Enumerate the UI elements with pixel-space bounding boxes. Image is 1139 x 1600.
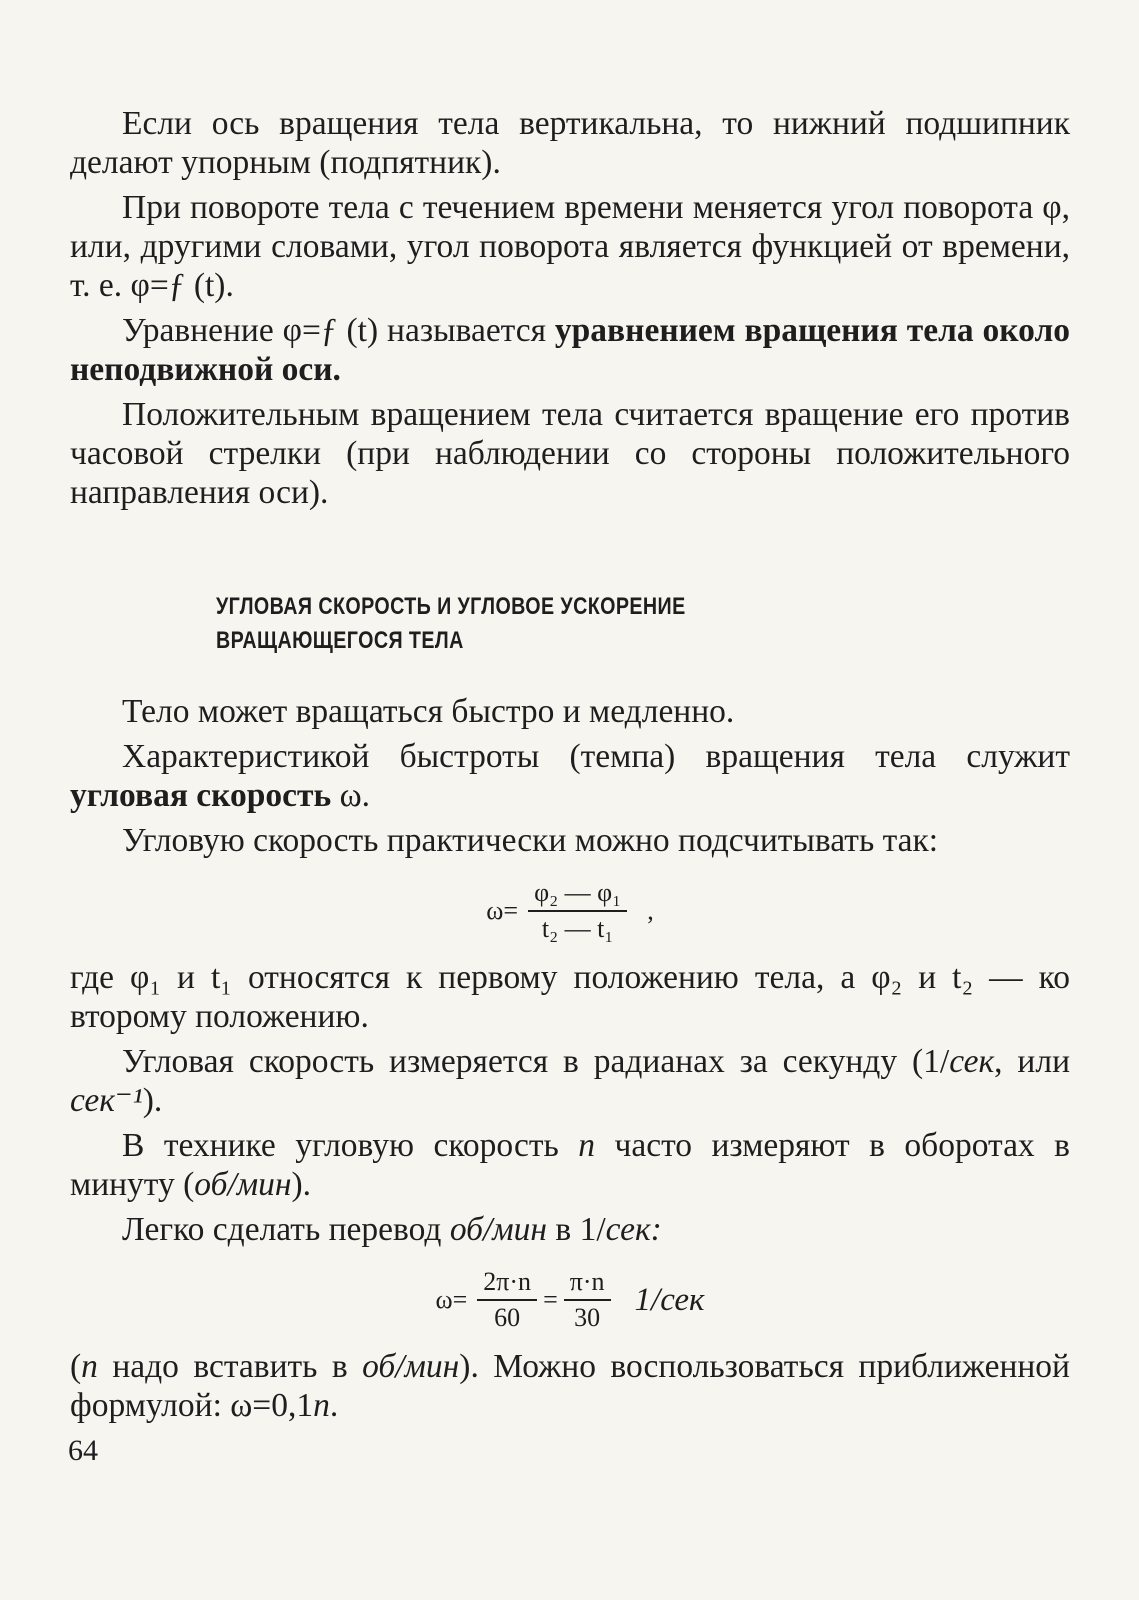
approx-dot: . xyxy=(329,1387,339,1424)
conversion-text-mid: в 1/ xyxy=(547,1211,606,1248)
formula2-numerator2: π·n xyxy=(564,1267,611,1301)
rotation-equation-term: уравнением вращения тела около неподвижной оси. xyxy=(70,312,1070,388)
paragraph-approximation xyxy=(70,1347,1070,1425)
section-heading-line2: ВРАЩАЮЩЕГОСЯ ТЕЛА xyxy=(215,627,464,654)
angular-velocity-text: Характеристикой быстроты (темпа) вращения тела служит xyxy=(122,738,1070,775)
section-heading-line1: УГЛОВАЯ СКОРОСТЬ И УГЛОВОЕ УСКОРЕНИЕ xyxy=(215,593,686,620)
paragraph-where: где φ₁ и t₁ относятся к первому положению тела, а φ₂ и t₂ — ко второму положению. xyxy=(70,959,1070,1035)
paragraph-rotation-equation xyxy=(70,311,1070,389)
paragraph-units xyxy=(70,1042,1070,1120)
conversion-sec: сек: xyxy=(605,1211,662,1248)
units-text-end: ). xyxy=(142,1082,163,1119)
angular-velocity-symbol: ω. xyxy=(331,777,371,814)
units-text-mid: , или xyxy=(994,1043,1070,1080)
formula2-fraction2 xyxy=(564,1267,611,1333)
approx-n: n xyxy=(81,1348,98,1385)
paragraph-compute-velocity: Угловую скорость практически можно подсчитывать так: xyxy=(122,822,939,859)
rpm-unit: об/мин xyxy=(194,1166,292,1203)
page-text xyxy=(70,104,1070,1425)
units-sec-inverse: сек⁻¹ xyxy=(70,1082,143,1119)
paragraph-fast-slow: Тело может вращаться быстро и медленно. xyxy=(122,693,735,730)
formula1-numerator: φ₂ — φ₁ xyxy=(528,878,627,912)
approx-text-end: ). Можно воспользоваться приближенной формулой: ω=0,1 xyxy=(70,1348,1070,1424)
formula1-denominator: t₂ — t₁ xyxy=(541,914,614,943)
formula2-lhs: ω= xyxy=(435,1285,468,1314)
formula2-denominator2: 30 xyxy=(574,1303,601,1332)
approx-open: ( xyxy=(70,1348,82,1385)
formula2-equals: = xyxy=(543,1285,558,1314)
approx-n2: n xyxy=(313,1387,330,1424)
formula1-comma: , xyxy=(647,896,654,925)
rpm-text-mid: часто измеряют в оборотах в минуту ( xyxy=(70,1127,1070,1203)
rpm-n: n xyxy=(578,1127,596,1164)
formula2-numerator1: 2π·n xyxy=(477,1267,537,1301)
rotation-equation-text: Уравнение φ=ƒ (t) называется xyxy=(122,312,555,349)
formula2-denominator1: 60 xyxy=(494,1303,521,1332)
formula2-unit: 1/сек xyxy=(634,1282,705,1318)
paragraph-rotation-angle: При повороте тела с течением времени меняется угол поворота φ, или, другими словами, угол поворота является функцией от времени, т. е. φ=ƒ (t). xyxy=(70,189,1070,304)
paragraph-rpm xyxy=(70,1126,1070,1204)
section-heading xyxy=(70,590,890,658)
approx-text-mid: надо вставить в xyxy=(97,1348,363,1385)
paragraph-thrust-bearing: Если ось вращения тела вертикальна, то нижний подшипник делают упорным (подпятник). xyxy=(70,105,1070,181)
paragraph-conversion xyxy=(70,1210,1070,1249)
conversion-rpm: об/мин xyxy=(449,1211,548,1248)
rpm-text-start: В технике угловую скорость xyxy=(122,1127,579,1164)
formula-angular-velocity xyxy=(70,878,1070,944)
page-number: 64 xyxy=(68,1434,98,1467)
units-text-start: Угловая скорость измеряется в радианах за секунду (1/ xyxy=(122,1043,950,1080)
formula1-lhs: ω= xyxy=(486,896,519,925)
angular-velocity-term: угловая скорость xyxy=(70,777,332,814)
paragraph-angular-velocity-def xyxy=(70,737,1070,815)
conversion-text-start: Легко сделать перевод xyxy=(122,1211,450,1248)
paragraph-positive-rotation: Положительным вращением тела считается вращение его против часовой стрелки (при наблюдении со стороны положительного направления оси). xyxy=(70,396,1070,511)
units-sec: сек xyxy=(949,1043,995,1080)
formula2-fraction1 xyxy=(477,1267,537,1333)
formula1-fraction xyxy=(528,878,627,944)
approx-unit: об/мин xyxy=(362,1348,460,1385)
formula-conversion xyxy=(70,1267,1070,1333)
rpm-text-end: ). xyxy=(291,1166,312,1203)
